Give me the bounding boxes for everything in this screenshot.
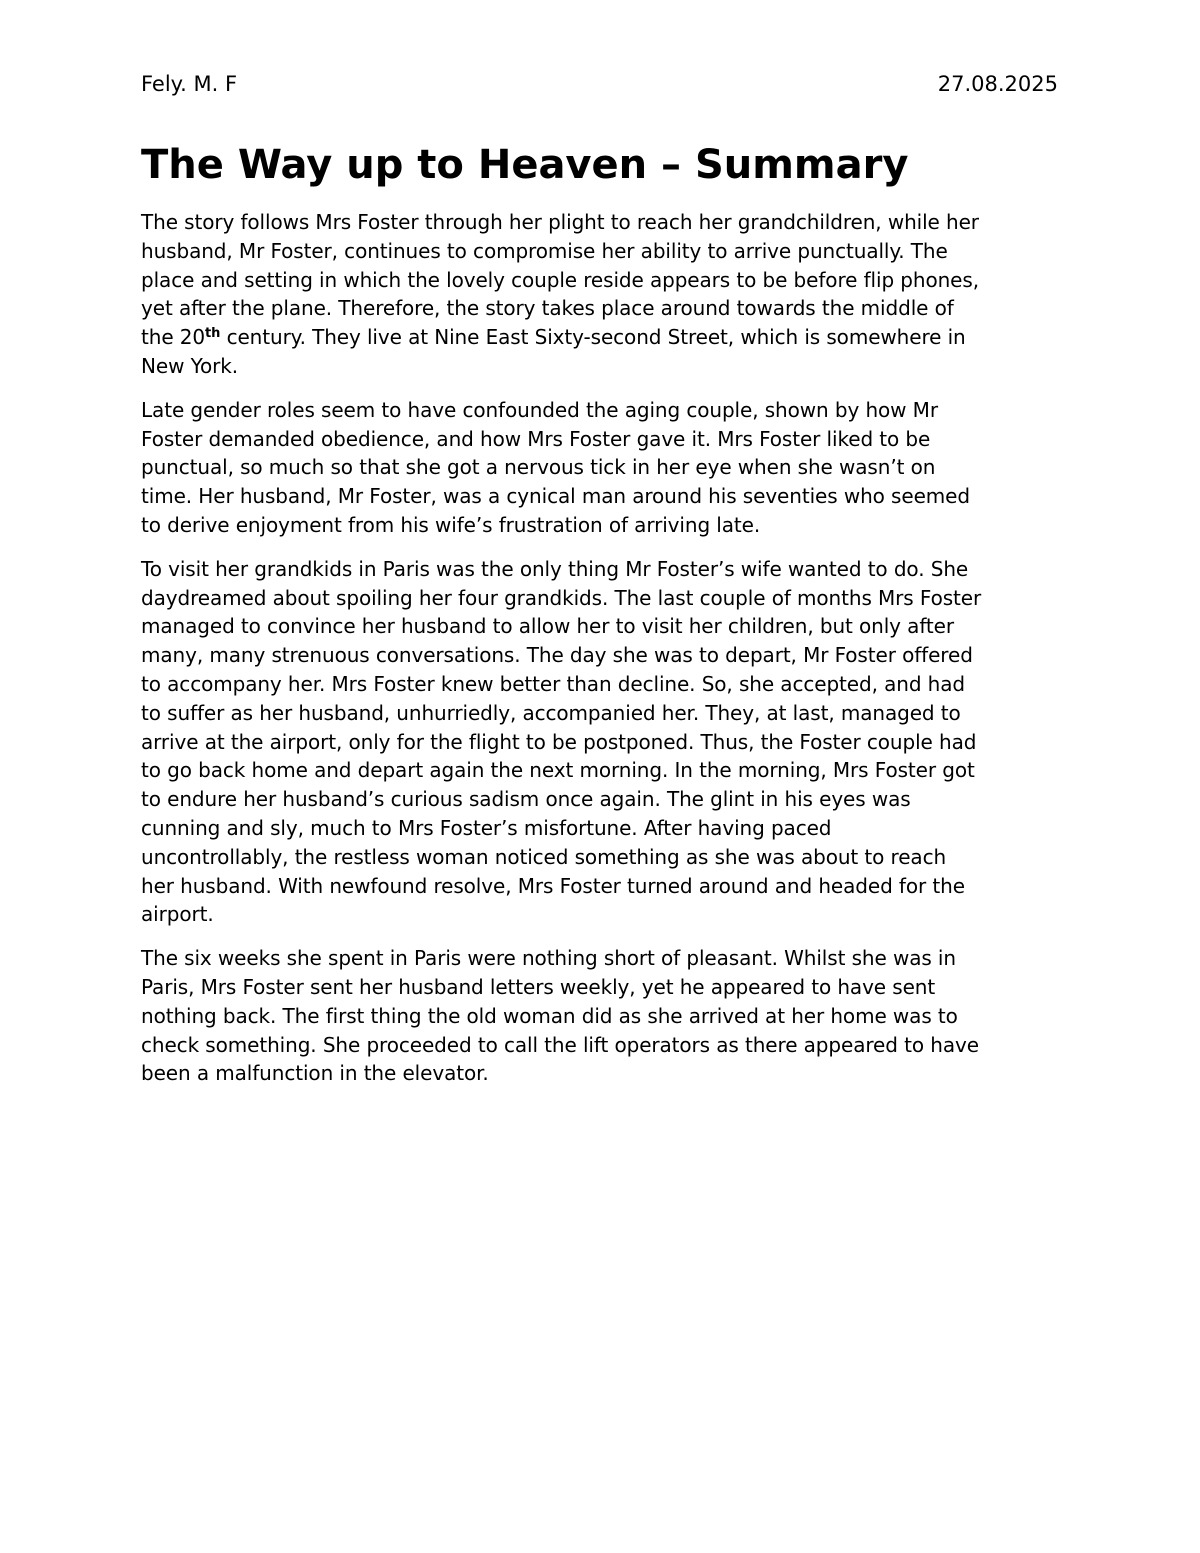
- text-segment: the 20: [141, 325, 206, 350]
- text-line: [141, 323, 1071, 352]
- text-segment: century. They live at Nine East Sixty-second Street, which is somewhere in: [220, 325, 966, 350]
- text-line: managed to convince her husband to allow her to visit her children, but only after: [141, 614, 954, 639]
- text-line: Paris, Mrs Foster sent her husband letters weekly, yet he appeared to have sent: [141, 974, 936, 999]
- text-line: New York.: [141, 353, 239, 378]
- document-title: The Way up to Heaven – Summary: [141, 142, 909, 188]
- text-line: daydreamed about spoiling her four grandkids. The last couple of months Mrs Foster: [141, 585, 982, 610]
- document-body: [141, 208, 1071, 1103]
- text-line: husband, Mr Foster, continues to compromise her ability to arrive punctually. The: [141, 238, 948, 263]
- ordinal-superscript: th: [205, 326, 221, 342]
- text-line: to go back home and depart again the next morning. In the morning, Mrs Foster got: [141, 758, 975, 783]
- author-name: Fely. M. F: [141, 72, 238, 96]
- text-line: been a malfunction in the elevator.: [141, 1061, 489, 1086]
- paragraph-setting: [141, 208, 1071, 381]
- text-line: Late gender roles seem to have confounded the aging couple, shown by how Mr: [141, 397, 938, 422]
- text-line: cunning and sly, much to Mrs Foster’s misfortune. After having paced: [141, 815, 832, 840]
- text-line: check something. She proceeded to call the lift operators as there appeared to have: [141, 1032, 979, 1057]
- text-line: yet after the plane. Therefore, the story takes place around towards the middle of: [141, 296, 954, 321]
- text-line: To visit her grandkids in Paris was the only thing Mr Foster’s wife wanted to do. She: [141, 556, 969, 581]
- text-line: Foster demanded obedience, and how Mrs Foster gave it. Mrs Foster liked to be: [141, 426, 931, 451]
- text-line: her husband. With newfound resolve, Mrs Foster turned around and headed for the: [141, 873, 965, 898]
- text-line: punctual, so much so that she got a nervous tick in her eye when she wasn’t on: [141, 455, 936, 480]
- paragraph-ending: [141, 944, 1071, 1088]
- text-line: time. Her husband, Mr Foster, was a cynical man around his seventies who seemed: [141, 484, 970, 509]
- paragraph-plot: [141, 555, 1071, 929]
- text-line: to accompany her. Mrs Foster knew better than decline. So, she accepted, and had: [141, 671, 966, 696]
- text-line: arrive at the airport, only for the flight to be postponed. Thus, the Foster couple had: [141, 729, 977, 754]
- document-header: [141, 70, 1058, 100]
- text-line: many, many strenuous conversations. The day she was to depart, Mr Foster offered: [141, 643, 973, 668]
- text-line: to endure her husband’s curious sadism once again. The glint in his eyes was: [141, 787, 911, 812]
- text-line: The story follows Mrs Foster through her plight to reach her grandchildren, while her: [141, 210, 979, 234]
- text-line: The six weeks she spent in Paris were nothing short of pleasant. Whilst she was in: [141, 946, 956, 971]
- text-line: airport.: [141, 902, 214, 927]
- paragraph-characters: [141, 396, 1071, 540]
- text-line: to derive enjoyment from his wife’s frustration of arriving late.: [141, 512, 761, 537]
- text-line: place and setting in which the lovely couple reside appears to be before flip phones,: [141, 267, 979, 292]
- text-line: to suffer as her husband, unhurriedly, accompanied her. They, at last, managed to: [141, 700, 961, 725]
- text-line: nothing back. The first thing the old woman did as she arrived at her home was to: [141, 1003, 958, 1028]
- text-line: uncontrollably, the restless woman noticed something as she was about to reach: [141, 844, 947, 869]
- document-date: 27.08.2025: [937, 72, 1058, 96]
